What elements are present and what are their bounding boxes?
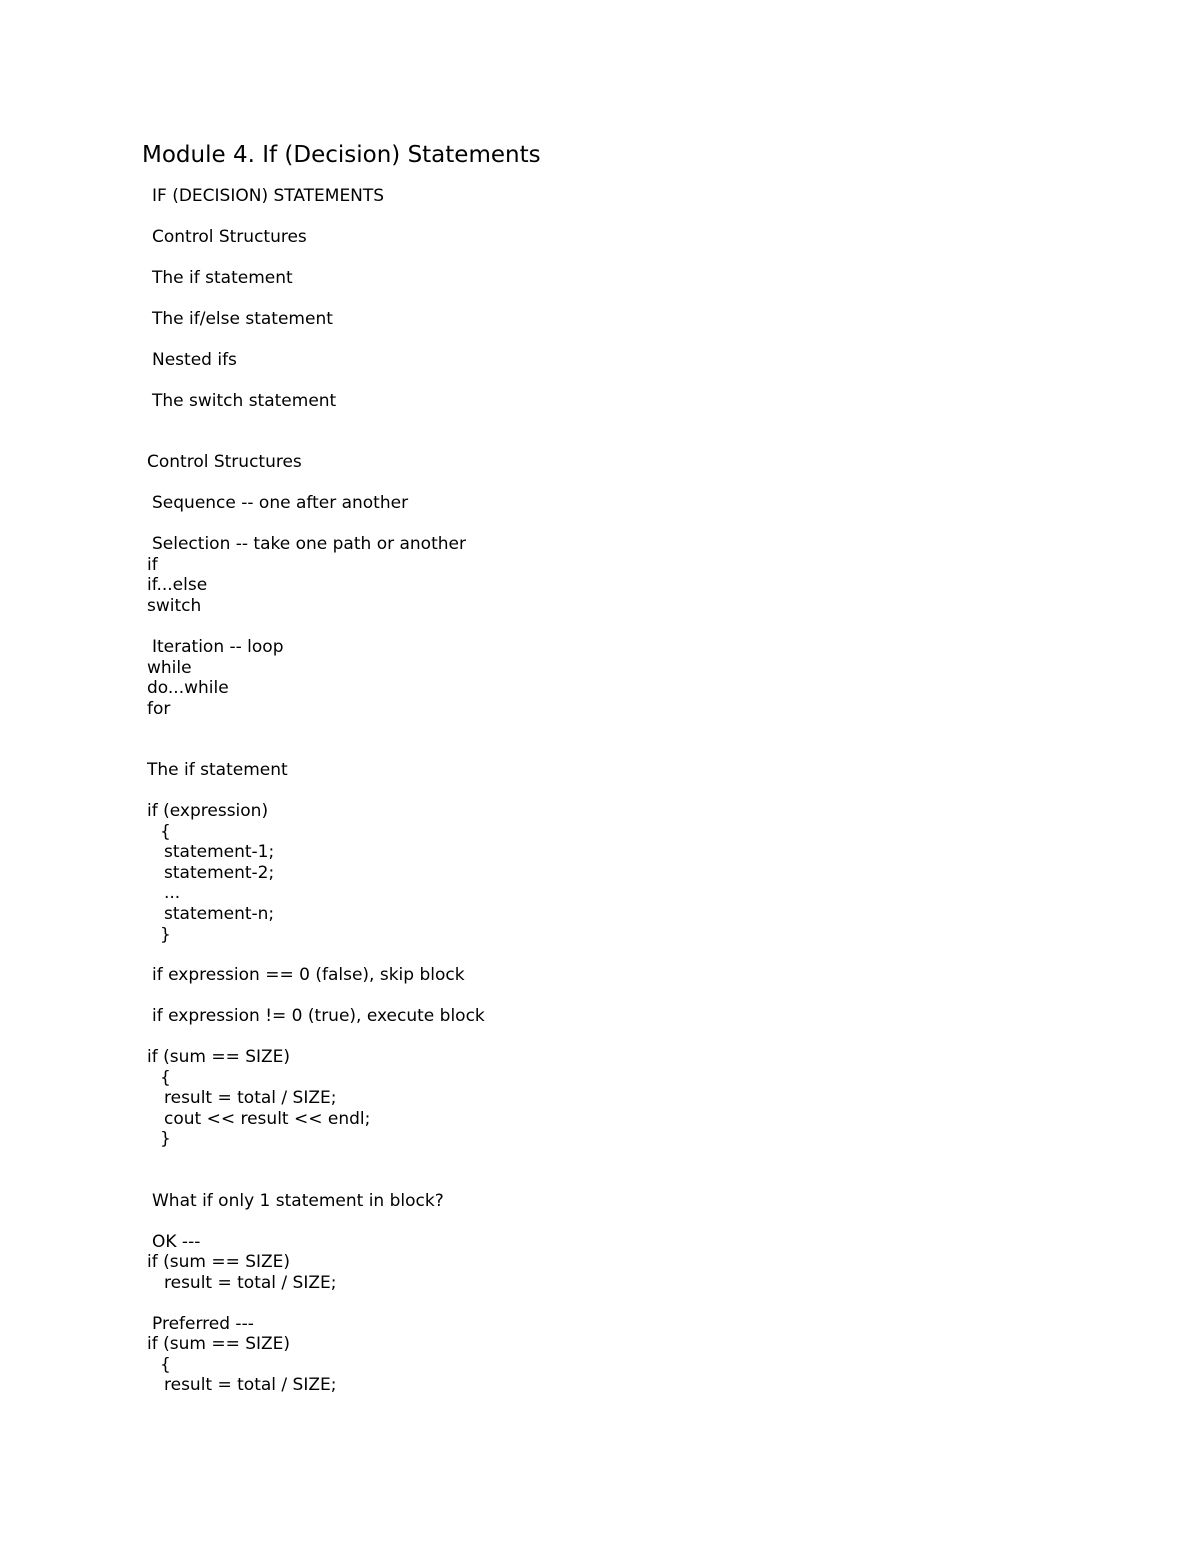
syntax-line: statement-n;: [164, 904, 275, 924]
selection-item-if-else: if...else: [147, 575, 208, 595]
rule-false: if expression == 0 (false), skip block: [152, 965, 465, 985]
preferred-code-line: if (sum == SIZE): [147, 1334, 291, 1354]
control-structure-selection: Selection -- take one path or another: [152, 534, 466, 554]
syntax-line: }: [160, 925, 171, 945]
example-line: if (sum == SIZE): [147, 1047, 291, 1067]
syntax-line: {: [160, 822, 171, 842]
section-heading-if-statement: The if statement: [147, 760, 288, 780]
toc-item-nested-ifs: Nested ifs: [152, 350, 237, 370]
toc-item-if-statement: The if statement: [152, 268, 293, 288]
syntax-line: if (expression): [147, 801, 269, 821]
section-heading-control-structures: Control Structures: [147, 452, 302, 472]
page-title: Module 4. If (Decision) Statements: [142, 142, 541, 168]
toc-item-if-else-statement: The if/else statement: [152, 309, 333, 329]
iteration-item-do-while: do...while: [147, 678, 229, 698]
iteration-item-for: for: [147, 699, 171, 719]
control-structure-sequence: Sequence -- one after another: [152, 493, 409, 513]
preferred-code-line: result = total / SIZE;: [164, 1375, 337, 1395]
syntax-line: statement-1;: [164, 842, 275, 862]
example-line: }: [160, 1129, 171, 1149]
ok-code-line: if (sum == SIZE): [147, 1252, 291, 1272]
example-line: result = total / SIZE;: [164, 1088, 337, 1108]
selection-item-if: if: [147, 555, 158, 575]
toc-item-switch-statement: The switch statement: [152, 391, 337, 411]
syntax-line: statement-2;: [164, 863, 275, 883]
ok-code-line: result = total / SIZE;: [164, 1273, 337, 1293]
rule-true: if expression != 0 (true), execute block: [152, 1006, 485, 1026]
example-line: {: [160, 1068, 171, 1088]
toc-item-control-structures: Control Structures: [152, 227, 307, 247]
example-line: cout << result << endl;: [164, 1109, 371, 1129]
preferred-code-line: {: [160, 1355, 171, 1375]
syntax-line: ...: [164, 883, 181, 903]
preferred-label: Preferred ---: [152, 1314, 254, 1334]
toc-item-if-decision-statements: IF (DECISION) STATEMENTS: [152, 186, 385, 206]
selection-item-switch: switch: [147, 596, 202, 616]
iteration-item-while: while: [147, 658, 192, 678]
control-structure-iteration: Iteration -- loop: [152, 637, 284, 657]
question-single-statement: What if only 1 statement in block?: [152, 1191, 444, 1211]
ok-label: OK ---: [152, 1232, 201, 1252]
